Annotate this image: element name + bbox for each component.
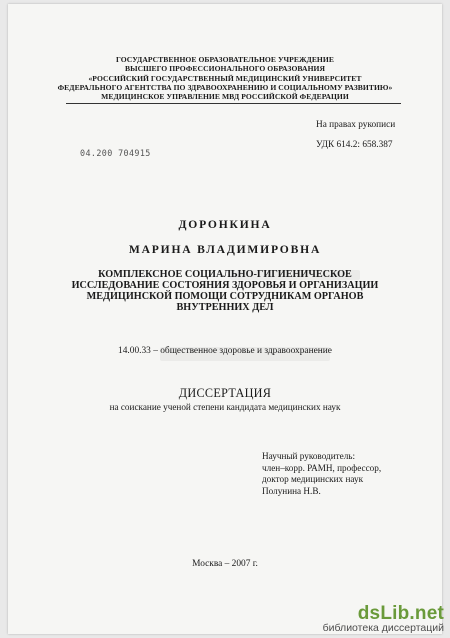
- header-rule: [66, 103, 401, 104]
- title-line: КОМПЛЕКСНОЕ СОЦИАЛЬНО-ГИГИЕНИЧЕСКОЕ: [98, 269, 352, 280]
- author-given-names: МАРИНА ВЛАДИМИРОВНА: [128, 243, 322, 256]
- header-line: ФЕДЕРАЛЬНОГО АГЕНТСТВА ПО ЗДРАВООХРАНЕНИЮ И СОЦИАЛЬНОМУ РАЗВИТИЮ»: [57, 82, 393, 92]
- udc-code: УДК 614.2: 658.387: [316, 140, 393, 150]
- header-line: ГОСУДАРСТВЕННОЕ ОБРАЗОВАТЕЛЬНОЕ УЧРЕЖДЕНИЕ: [116, 55, 334, 64]
- supervisor-line: Полунина Н.В.: [262, 485, 321, 496]
- header-line: МЕДИЦИНСКОЕ УПРАВЛЕНИЕ МВД РОССИЙСКОЙ ФЕДЕРАЦИИ: [101, 92, 349, 102]
- document-type: ДИССЕРТАЦИЯ: [178, 386, 272, 400]
- degree-line: на соискание ученой степени кандидата медицинских наук: [109, 402, 341, 412]
- registration-number: 04.200 704915: [80, 148, 151, 158]
- city-year: Москва – 2007 г.: [192, 559, 258, 569]
- header-line: ВЫСШЕГО ПРОФЕССИОНАЛЬНОГО ОБРАЗОВАНИЯ: [124, 64, 326, 74]
- supervisor-line: Научный руководитель:: [262, 451, 356, 461]
- site-watermark[interactable]: [323, 603, 444, 634]
- specialty: 14.00.33 – общественное здоровье и здравоохранение: [118, 346, 332, 356]
- supervisor-block: [262, 451, 381, 497]
- supervisor-line: доктор медицинских наук: [262, 474, 364, 484]
- institution-header: [0, 55, 450, 101]
- author-surname: ДОРОНКИНА: [178, 218, 272, 231]
- header-line: «РОССИЙСКИЙ ГОСУДАРСТВЕННЫЙ МЕДИЦИНСКИЙ УНИВЕРСИТЕТ: [88, 73, 362, 83]
- watermark-logo: dsLib.net: [357, 603, 444, 624]
- title-line: ВНУТРЕННИХ ДЕЛ: [176, 302, 274, 313]
- supervisor-line: член–корр. РАМН, профессор,: [262, 462, 382, 473]
- watermark-subtitle: библиотека диссертаций: [322, 622, 444, 634]
- title-line: МЕДИЦИНСКОЙ ПОМОЩИ СОТРУДНИКАМ ОРГАНОВ: [86, 291, 364, 302]
- thesis-title: [0, 269, 450, 313]
- manuscript-rights: На правах рукописи: [316, 120, 396, 130]
- title-line: ИССЛЕДОВАНИЕ СОСТОЯНИЯ ЗДОРОВЬЯ И ОРГАНИЗАЦИИ: [71, 280, 379, 291]
